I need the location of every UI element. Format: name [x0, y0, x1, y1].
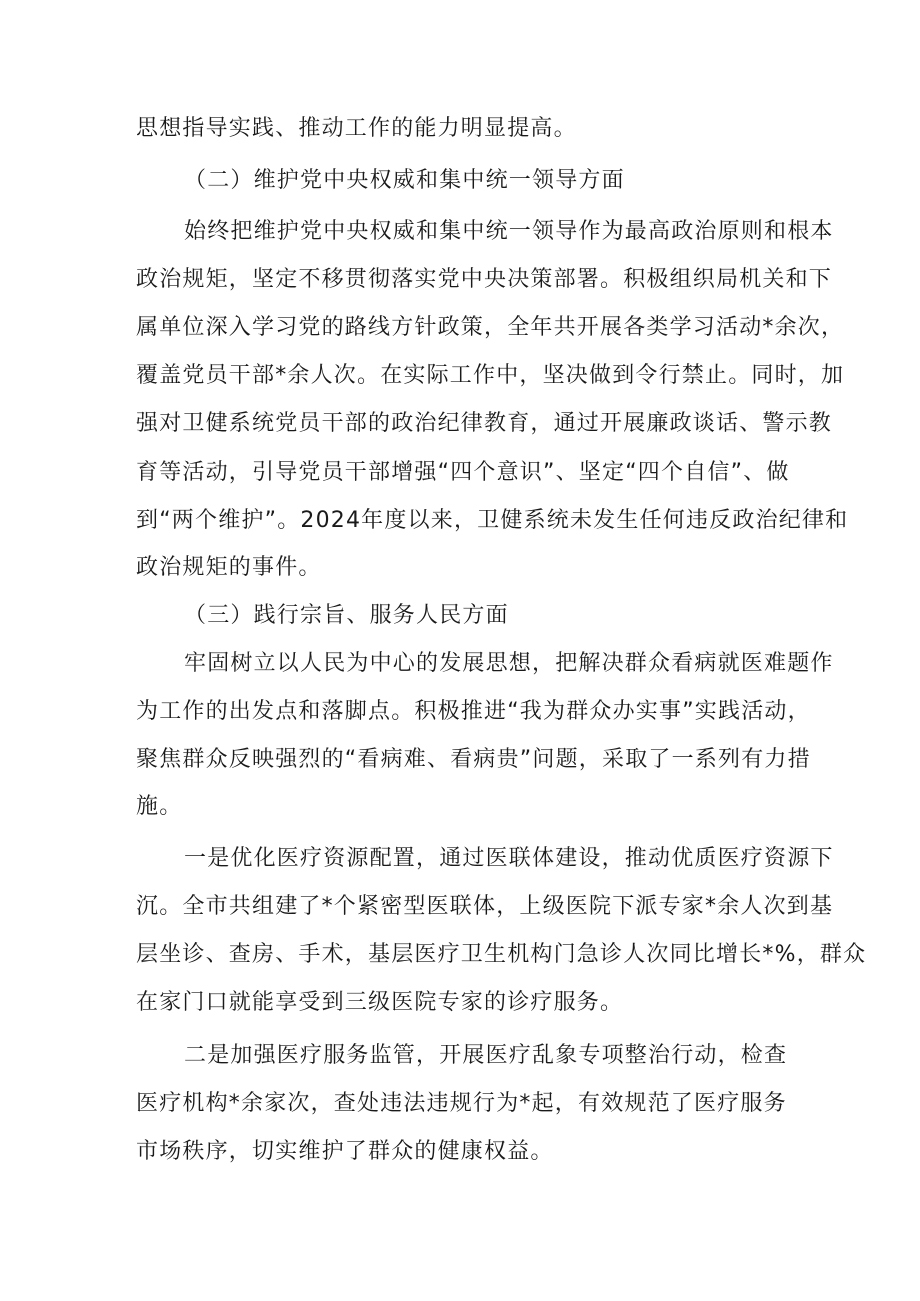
- text-line: 思想指导实践、推动工作的能力明显提高。: [136, 116, 577, 141]
- section-heading-2: （二）维护党中央权威和集中统一领导方面: [184, 168, 625, 193]
- text-line: 政治规矩的事件。: [136, 555, 322, 580]
- text-line: 在家门口就能享受到三级医院专家的诊疗服务。: [136, 990, 624, 1015]
- text-line: 到“两个维护”。2024年度以来，卫健系统未发生任何违反政治纪律和: [136, 508, 849, 533]
- text-line: 二是加强医疗服务监管，开展医疗乱象专项整治行动，检查: [184, 1043, 788, 1068]
- text-line: 始终把维护党中央权威和集中统一领导作为最高政治原则和根本: [184, 219, 834, 244]
- text-line: 一是优化医疗资源配置，通过医联体建设，推动优质医疗资源下: [184, 846, 834, 871]
- text-line: 聚焦群众反映强烈的“看病难、看病贵”问题，采取了一系列有力措: [136, 747, 811, 772]
- text-line: 为工作的出发点和落脚点。积极推进“我为群众办实事”实践活动，: [136, 699, 811, 724]
- text-line: 政治规矩，坚定不移贯彻落实党中央决策部署。积极组织局机关和下: [136, 267, 833, 292]
- text-line: 育等活动，引导党员干部增强“四个意识”、坚定“四个自信”、做: [136, 460, 790, 485]
- text-line: 牢固树立以人民为中心的发展思想，把解决群众看病就医难题作: [184, 651, 834, 676]
- text-line: 市场秩序，切实维护了群众的健康权益。: [136, 1139, 554, 1164]
- text-line: 医疗机构*余家次，查处违法违规行为*起，有效规范了医疗服务: [136, 1091, 787, 1116]
- text-line: 覆盖党员干部*余人次。在实际工作中，坚决做到令行禁止。同时，加: [136, 363, 845, 388]
- section-heading-3: （三）践行宗旨、服务人民方面: [184, 603, 509, 628]
- text-line: 沉。全市共组建了*个紧密型医联体，上级医院下派专家*余人次到基: [136, 894, 834, 919]
- text-line: 层坐诊、查房、手术，基层医疗卫生机构门急诊人次同比增长*%，群众: [136, 942, 867, 967]
- text-line: 施。: [136, 794, 183, 819]
- text-line: 强对卫健系统党员干部的政治纪律教育，通过开展廉政谈话、警示教: [136, 411, 833, 436]
- text-line: 属单位深入学习党的路线方针政策，全年共开展各类学习活动*余次，: [136, 315, 845, 340]
